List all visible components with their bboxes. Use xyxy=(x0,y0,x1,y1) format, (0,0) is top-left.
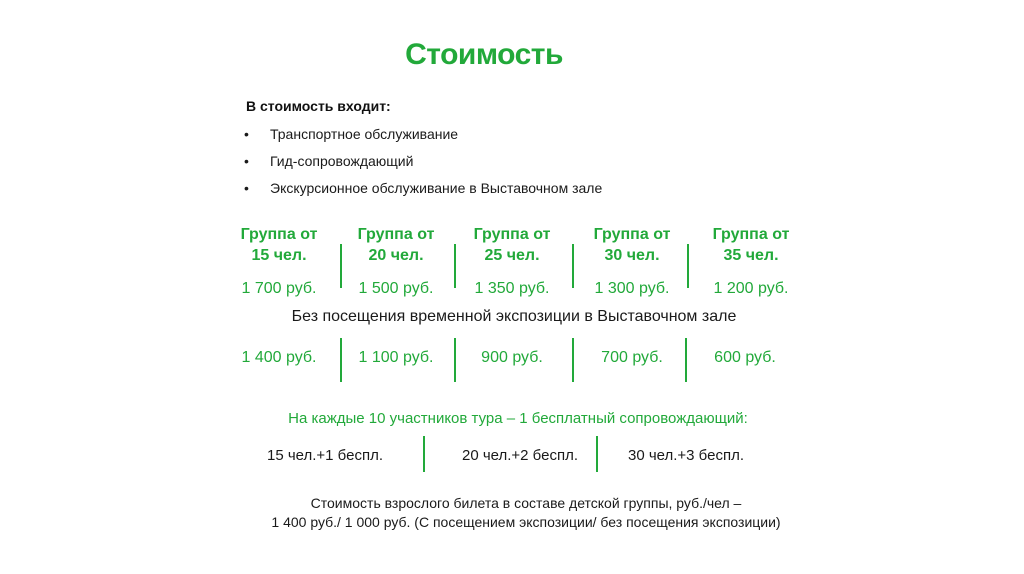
free-escort-options xyxy=(240,434,800,474)
list-item xyxy=(244,151,602,178)
price-without-exhibition: 1 100 руб. xyxy=(358,349,434,366)
group-price: 1 500 руб. xyxy=(358,280,434,297)
column-divider xyxy=(454,244,456,288)
group-prices xyxy=(224,224,808,304)
group-price: 1 300 руб. xyxy=(594,280,670,297)
free-escort-option: 20 чел.+2 беспл. xyxy=(461,447,578,464)
group-size: 35 чел. xyxy=(723,247,779,264)
group-label-line: Группа от xyxy=(240,226,318,243)
adult-ticket-note xyxy=(0,494,1024,532)
column-divider xyxy=(572,244,574,288)
group-label-line: Группа от xyxy=(593,226,671,243)
group-label-line: Группа от xyxy=(712,226,790,243)
group-label xyxy=(457,224,567,266)
page-title: Стоимость xyxy=(405,38,563,71)
list-item-text: Экскурсионное обслуживание в Выставочном зале xyxy=(270,180,603,196)
price-without-exhibition: 1 400 руб. xyxy=(241,349,317,366)
group-label-line: Группа от xyxy=(357,226,435,243)
group-column xyxy=(577,224,687,298)
price-without-exhibition: 900 руб. xyxy=(481,349,543,366)
list-item xyxy=(244,178,602,205)
free-escort-option: 15 чел.+1 беспл. xyxy=(266,447,383,464)
group-price: 1 350 руб. xyxy=(474,280,550,297)
adult-ticket-prices: 1 400 руб./ 1 000 руб. (С посещением экспозиции/ без посещения экспозиции) xyxy=(271,514,781,530)
group-column xyxy=(341,224,451,298)
adult-ticket-line: Стоимость взрослого билета в составе детской группы, руб./чел – xyxy=(310,495,742,511)
price-without-exhibition: 600 руб. xyxy=(714,349,776,366)
group-column xyxy=(696,224,806,298)
group-price: 1 700 руб. xyxy=(241,280,317,297)
free-escort-option: 30 чел.+3 беспл. xyxy=(627,447,744,464)
bullet-icon: • xyxy=(244,180,249,196)
prices-without-exhibition xyxy=(224,338,808,382)
list-item xyxy=(244,124,602,151)
group-column xyxy=(224,224,334,298)
group-label xyxy=(224,224,334,266)
column-divider xyxy=(685,338,687,382)
list-item-text: Транспортное обслуживание xyxy=(270,126,459,142)
column-divider xyxy=(687,244,689,288)
column-divider xyxy=(454,338,456,382)
group-size: 25 чел. xyxy=(484,247,540,264)
group-price: 1 200 руб. xyxy=(713,280,789,297)
group-size: 30 чел. xyxy=(604,247,660,264)
bullet-icon: • xyxy=(244,126,249,142)
column-divider xyxy=(572,338,574,382)
group-size: 20 чел. xyxy=(368,247,424,264)
includes-heading: В стоимость входит: xyxy=(246,98,391,114)
group-label xyxy=(341,224,451,266)
column-divider xyxy=(423,436,425,472)
group-label-line: Группа от xyxy=(473,226,551,243)
free-escort-note: На каждые 10 участников тура – 1 бесплатный сопровождающий: xyxy=(288,410,748,427)
list-item-text: Гид-сопровождающий xyxy=(270,153,414,169)
group-label xyxy=(696,224,806,266)
bullet-icon: • xyxy=(244,153,249,169)
group-size: 15 чел. xyxy=(251,247,307,264)
includes-list xyxy=(244,124,602,205)
group-column xyxy=(457,224,567,298)
group-label xyxy=(577,224,687,266)
price-without-exhibition: 700 руб. xyxy=(601,349,663,366)
without-exhibition-label: Без посещения временной экспозиции в Выставочном зале xyxy=(291,308,737,325)
